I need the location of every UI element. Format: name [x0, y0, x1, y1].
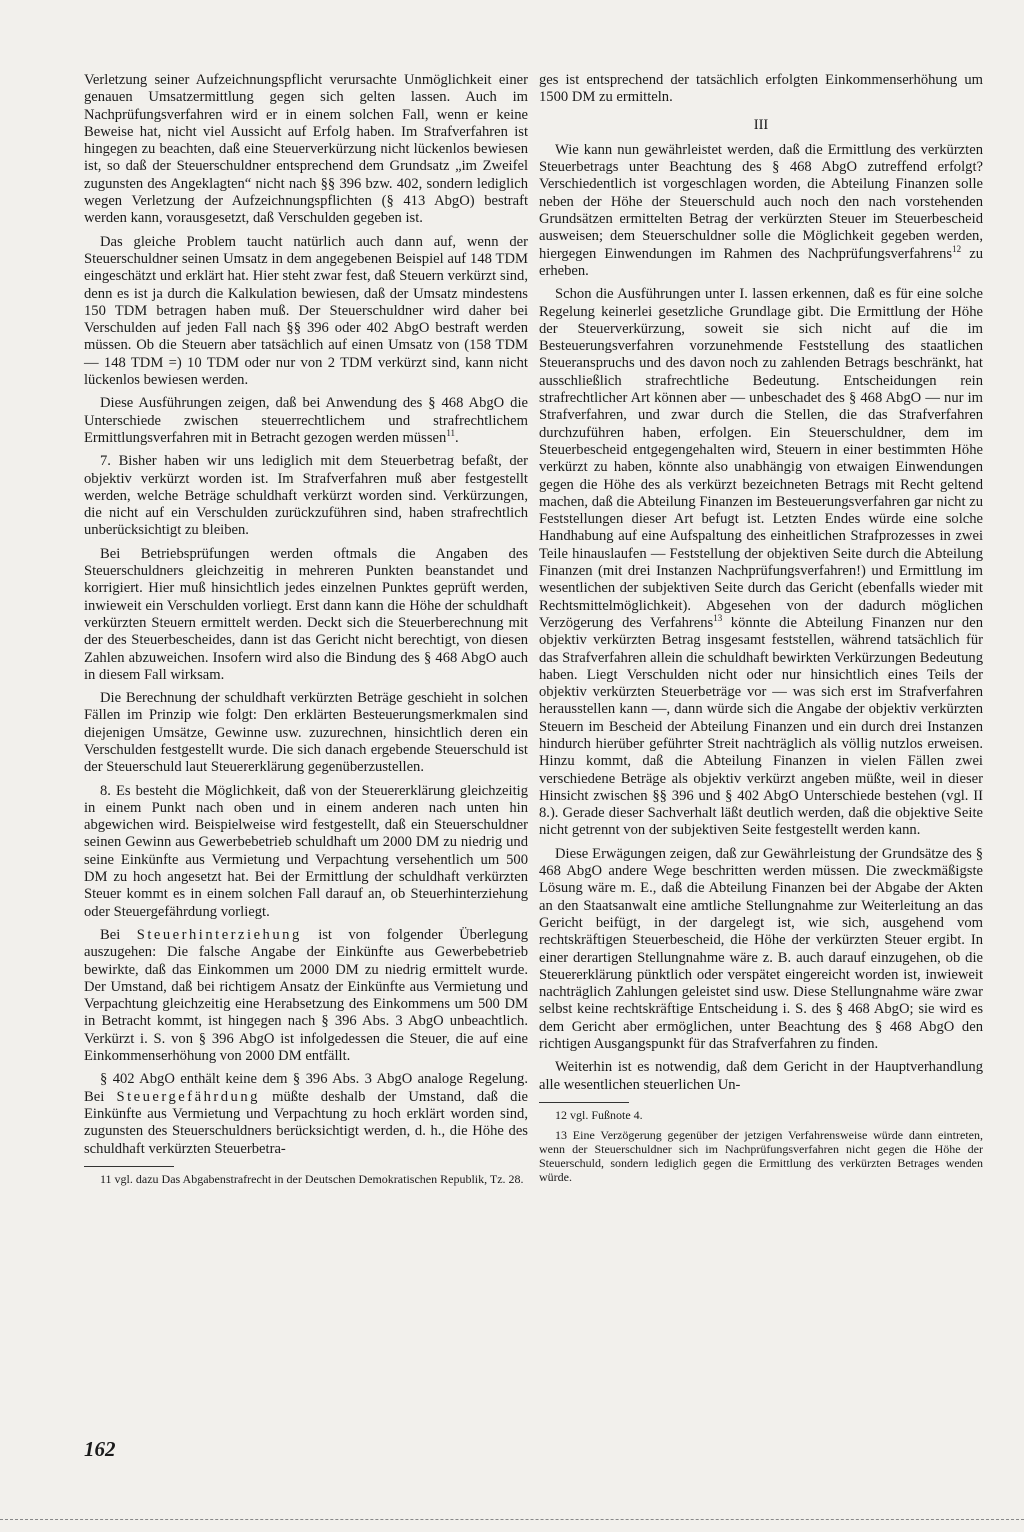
footnote-divider	[84, 1166, 174, 1167]
emphasis-term: Steuergefährdung	[116, 1088, 260, 1105]
scan-edge-line	[0, 1519, 1024, 1520]
footnote-ref: 12	[952, 243, 962, 254]
paragraph	[84, 927, 528, 1065]
paragraph: Diese Erwägungen zeigen, daß zur Gewährleistung der Grundsätze des § 468 AbgO andere Wege beschritten werden müssen. Die zweckmäßigste Lösung wäre m. E., daß die Abteilung Finanzen bei der Abgabe der Akten an den Staatsanwalt eine amtliche Stellungnahme zur Weiterleitung an das Gericht beifügt, in der dargelegt ist, wie sich, ausgehend vom rechtskräftigen Steuerbescheid, die Höhe der verkürzten Steuer ergibt. In einer derartigen Stellungnahme wäre z. B. auch darauf einzugehen, ob die Steuererklärung pünktlich oder verspätet eingereicht worden ist, inwieweit nachträglich Zahlungen geleistet sind usw. Diese Stellungnahme wäre zwar selbst keine rechtskräftige Entscheidung i. S. des § 468 AbgO; sie wird es dem Gericht aber ermöglichen, unter Beachtung des § 468 AbgO den richtigen Ausgangspunkt für das Strafverfahren zu finden.	[539, 845, 983, 1053]
footnote-divider	[539, 1102, 629, 1103]
paragraph: Die Berechnung der schuldhaft verkürzten Beträge geschieht in solchen Fällen im Prinzip wie folgt: Den erklärten Besteuerungsmerkmalen sind diejenigen Umsätze, Gewinne usw. zuzurechnen, hinsichtlich deren ein Verschulden festgestellt wurde. Die sich danach ergebende Steuerschuld ist der Steuerschuld laut Steuererklärung gegenüberzustellen.	[84, 690, 528, 776]
footnote: 13 Eine Verzögerung gegenüber der jetzigen Verfahrensweise würde dann eintreten, wenn der Steuerschuldner sich im Nachprüfungsverfahren nicht gegen die Höhe der Steuerschuld, sondern lediglich gegen die Ermittlung des verkürzten Betrages wenden würde.	[539, 1127, 983, 1184]
paragraph-text: Wie kann nun gewährleistet werden, daß die Ermittlung des verkürzten Steuerbetrags unter Beachtung des § 468 AbgO zutreffend erfolgt? Verschiedentlich ist vorgeschlagen worden, die Abteilung Finanzen solle neben der Höhe der Steuerschuld auch noch den nach vorstehenden Grundsätzen ermittelten Betrag der verkürzten Steuer im Steuerbescheid ausweisen; dem Steuerschuldner solle die Möglichkeit gegeben werden, hiergegen Einwendungen im Rahmen des Nachprüfungsverfahrens	[539, 141, 983, 262]
paragraph-text: müßte deshalb der Umstand, daß die Einkünfte aus Vermietung und Verpachtung zu hoch erklärt worden sind, zugunsten des Steuerschuldners berücksichtigt werden, d. h., die Höhe des schuldhaft verkürzten Steuerbetra-	[84, 1088, 528, 1157]
paragraph: Das gleiche Problem taucht natürlich auch dann auf, wenn der Steuerschuldner seinen Umsatz in dem angegebenen Beispiel auf 148 TDM eingeschätzt und erklärt hat. Hier steht zwar fest, daß Steuern verkürzt sind, denn es ist ja durch die Kalkulation bewiesen, daß der Umsatz mindestens 150 TDM betragen haben muß. Der Steuerschuldner wird daher bei Verschulden auf jeden Fall nach §§ 396 oder 402 AbgO bestraft werden müssen. Ob die Steuern aber tatsächlich auf einen Umsatz von (158 TDM — 148 TDM =) 10 TDM oder nur von 2 TDM verkürzt sind, kann nicht lückenlos bewiesen werden.	[84, 233, 528, 389]
paragraph	[84, 1071, 528, 1157]
section-heading: III	[753, 116, 769, 133]
paragraph: 8. Es besteht die Möglichkeit, daß von der Steuererklärung gleichzeitig in einem Punkt nach oben und in einem anderen nach unten hin abgewichen wird. Beispielweise wird festgestellt, daß ein Steuerschuldner seinen Gewinn aus Gewerbebetrieb schuldhaft um 2000 DM zu niedrig und seine Einkünfte aus Vermietung und Verpachtung versehentlich um 500 DM zu hoch angesetzt hat. Bei der Ermittlung der schuldhaft verkürzten Steuer kommt es in einem solchen Fall darauf an, ob Steuerhinterziehung oder Steuergefährdung vorliegt.	[84, 782, 528, 920]
paragraph	[539, 286, 983, 840]
paragraph: 7. Bisher haben wir uns lediglich mit dem Steuerbetrag befaßt, der objektiv verkürzt worden ist. Im Strafverfahren muß aber festgestellt werden, welche Beträge schuldhaft verkürzt worden sind. Verkürzungen, die nicht auf ein Verschulden zurückzuführen sind, haben strafrechtlich unberücksichtigt zu bleiben.	[84, 453, 528, 539]
paragraph: ges ist entsprechend der tatsächlich erfolgten Einkommenserhöhung um 1500 DM zu ermitteln.	[539, 72, 983, 106]
footnote: 11 vgl. dazu Das Abgabenstrafrecht in der Deutschen Demokratischen Republik, Tz. 28.	[100, 1171, 524, 1186]
paragraph-text: § 402 AbgO enthält keine dem § 396 Abs. 3 AbgO analoge Regelung. Bei	[84, 1071, 528, 1105]
paragraph: Weiterhin ist es notwendig, daß dem Gericht in der Hauptverhandlung alle wesentlichen steuerlichen Un-	[539, 1059, 983, 1093]
footnote-ref: 13	[713, 613, 723, 624]
footnote: 12 vgl. Fußnote 4.	[555, 1107, 643, 1122]
paragraph-text: Diese Ausführungen zeigen, daß bei Anwendung des § 468 AbgO die Unterschiede zwischen steuerrechtlichem und strafrechtlichem Ermittlungsverfahren mit in Betracht gezogen werden müssen	[84, 395, 528, 446]
right-column	[539, 72, 983, 1190]
paragraph: Verletzung seiner Aufzeichnungspflicht verursachte Unmöglichkeit einer genauen Umsatzermittlung gegen sich gelten lassen. Auch im Nachprüfungsverfahren wird er in einem solchen Fall, wenn er keine Beweise hat, nicht viel Aussicht auf Erfolg haben. Im Strafverfahren ist hingegen zu beachten, daß eine Steuerverkürzung nicht lückenlos bewiesen ist, so daß der Steuerschuldner entsprechend dem Grundsatz „im Zweifel zugunsten des Angeklagten“ nicht nach §§ 396 bzw. 402, sondern lediglich wegen Verletzung der Aufzeichnungspflichten (§ 413 AbgO) bestraft werden kann, vorausgesetzt, daß Verschulden gegeben ist.	[84, 72, 528, 227]
paragraph-text: ist von folgender Überlegung auszugehen: Die falsche Angabe der Einkünfte aus Gewerbebetrieb bewirkte, daß das Einkommen um 2000 DM zu niedrig ermittelt wurde. Der Umstand, daß bei richtigem Ansatz der Einkünfte aus Vermietung und Verpachtung gleichzeitig eine Herabsetzung des Einkommens um 500 DM in Betracht kommt, ist hingegen nach § 396 Abs. 3 AbgO unbeachtlich. Verkürzt i. S. von § 396 AbgO ist infolgedessen die Steuer, die auf eine Einkommenserhöhung von 2000 DM entfällt.	[84, 926, 528, 1065]
paragraph: Bei Betriebsprüfungen werden oftmals die Angaben des Steuerschuldners gleichzeitig in mehreren Punkten beanstandet und korrigiert. Hier muß hinsichtlich jedes einzelnen Punktes geprüft werden, inwieweit ein Verschulden vorliegt. Erst dann kann die Höhe der schuldhaft verkürzten Steuern ermittelt werden. Deckt sich die Steuerberechnung mit der des Steuerbescheides, dann ist das Gericht nicht berechtigt, von diesen Zahlen abzuweichen. Insofern wird also die Bindung des § 468 AbgO auch in diesem Fall wirksam.	[84, 545, 528, 683]
paragraph-text: Schon die Ausführungen unter I. lassen erkennen, daß es für eine solche Regelung keinerlei gesetzliche Grundlage gibt. Die Ermittlung der Höhe der Steuerverkürzung, soweit sie sich nicht auf die im Besteuerungsverfahren vorzunehmende Feststellung des staatlichen Steueranspruchs und des davon noch zu zahlenden Betrags beschränkt, hat ausschließlich strafrechtliche Bedeutung. Entscheidungen rein strafrechtlicher Art können aber — unbeschadet des § 468 AbgO — nur im Strafverfahren, und zwar durch die Stellen, die das Strafverfahren durchzuführen haben, erfolgen. Ein Steuerschuldner, dem im Steuerbescheid entgegengehalten wird, Steuern in einer bestimmten Höhe verkürzt zu haben, könnte also unabhängig von etwaigen Einwendungen gegen die Höhe des als verkürzt bezeichneten Betrags mit Recht geltend machen, daß die Abteilung Finanzen im Besteuerungsverfahren gar nicht zu Feststellungen dieser Art befugt ist. Letzten Endes würde eine solche Handhabung auf eine Aufspaltung des einheitlichen Strafprozesses in zwei Teile hinauslaufen — Feststellung der objektiven Seite durch die Abteilung Finanzen (mit drei Instanzen Nachprüfungsverfahren!) und Ermittlung im wesentlichen der subjektiven Seite durch das Gericht (ebenfalls wieder mit Rechtsmittelmöglichkeit). Abgesehen von der dadurch möglichen Verzögerung des Verfahrens	[539, 286, 983, 631]
page-number: 162	[84, 1437, 116, 1461]
paragraph-text: zu erheben.	[539, 245, 983, 279]
paragraph	[539, 142, 983, 280]
left-column	[84, 72, 528, 1192]
paragraph-text: Bei	[100, 926, 137, 943]
footnote-ref: 11	[446, 428, 455, 439]
paragraph-text: könnte die Abteilung Finanzen nur den objektiv verkürzten Betrag insgesamt feststellen, während tatsächlich für das Strafverfahren allein die schuldhaft bewirkten Verkürzungen Bedeutung haben. Liegt Verschulden nicht oder nur hinsichtlich eines Teils der objektiv verkürzten Steuerbeträge vor — was sich erst im Strafverfahren herausstellen kann —, dann würde sich die Angabe der objektiv verkürzten Steuern im Bescheid der Abteilung Finanzen und ein durch drei Instanzen hindurch hierüber geführter Streit nachträglich als völlig nutzlos erweisen. Hinzu kommt, daß die Abteilung Finanzen in vielen Fällen zwei verschiedene Beträge als objektiv verkürzt angeben müßte, weil in dieser Hinsicht zwischen §§ 396 und § 402 AbgO Unterschiede bestehen (vgl. II 8.). Gerade dieser Sachverhalt läßt deutlich werden, daß die objektive Seite nicht getrennt von der subjektiven Seite festgestellt werden kann.	[539, 614, 983, 839]
emphasis-term: Steuerhinterziehung	[136, 926, 302, 943]
paragraph	[84, 395, 528, 447]
paragraph-text: .	[454, 429, 459, 446]
